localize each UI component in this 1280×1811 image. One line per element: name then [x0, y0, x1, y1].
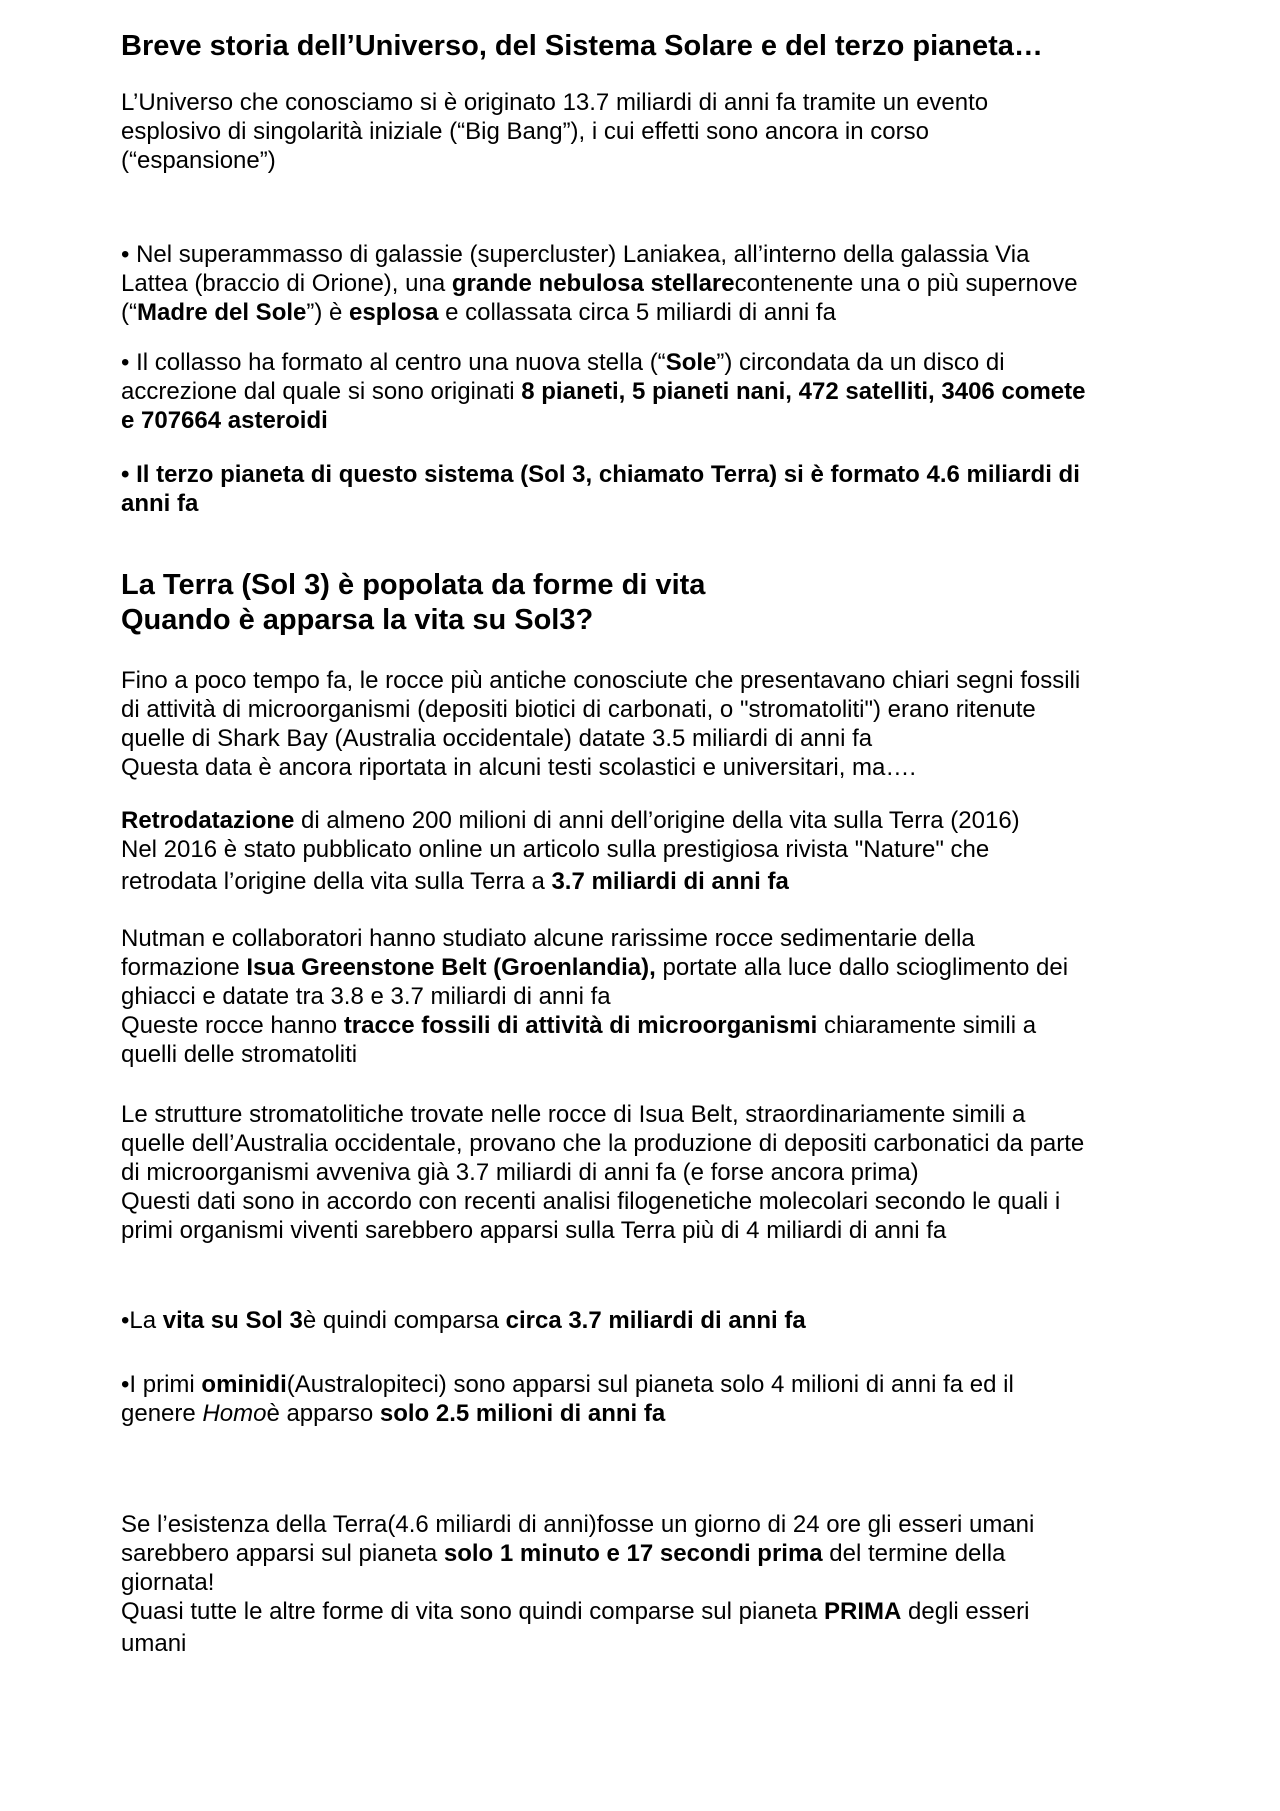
- intro-paragraph: L’Universo che conosciamo si è originato 13.7 miliardi di anni fa tramite un evento esplosivo di singolarità iniziale (“Big Bang”), i cui effetti sono ancora in corso (“espansione”): [121, 89, 989, 174]
- paragraph-shark-bay: Fino a poco tempo fa, le rocce più antiche conosciute che presentavano chiari segni fossili di attività di microorganismi (depositi biotici di carbonati, o "stromatoliti") erano ritenute quelle di Shark Bay (Australia occidentale) datate 3.5 miliardi di anni fa Questa data è ancora riportata in alcuni testi scolastici e universitari, ma….: [121, 667, 1081, 781]
- paragraph-24-ore: Se l’esistenza della Terra(4.6 miliardi di anni)fosse un giorno di 24 ore gli esseri umani sarebbero apparsi sul pianeta solo 1 minuto e 17 secondi prima del termine della giornata! Quasi tutte le altre forme di vita sono quindi comparse sul pianeta PRIMA degli esseri umani: [121, 1511, 1035, 1657]
- paragraph-isua: Nutman e collaboratori hanno studiato alcune rarissime rocce sedimentarie della formazione Isua Greenstone Belt (Groenlandia), portate alla luce dallo scioglimento dei ghiacci e datate tra 3.8 e 3.7 miliardi di anni fa Queste rocce hanno tracce fossili di attività di microorganismi chiaramente simili a quelli delle stromatoliti: [121, 925, 1069, 1068]
- paragraph-strutture: Le strutture stromatolitiche trovate nelle rocce di Isua Belt, straordinariamente simili a quelle dell’Australia occidentale, provano che la produzione di depositi carbonatici da parte di microorganismi avveniva già 3.7 miliardi di anni fa (e forse ancora prima) Questi dati sono in accordo con recenti analisi filogenetiche molecolari secondo le quali i primi organismi viventi sarebbero apparsi sulla Terra più di 4 miliardi di anni fa: [121, 1101, 1085, 1244]
- bullet-vita-sol3: •La vita su Sol 3è quindi comparsa circa 3.7 miliardi di anni fa: [121, 1307, 806, 1334]
- section-heading: La Terra (Sol 3) è popolata da forme di vita Quando è apparsa la vita su Sol3?: [121, 569, 706, 636]
- bullet-supercluster: • Nel superammasso di galassie (supercluster) Laniakea, all’interno della galassia Via Lattea (braccio di Orione), una grande nebulosa stellarecontenente una o più supernove (“Madre del Sole”) è esplosa e collassata circa 5 miliardi di anni fa: [121, 241, 1078, 326]
- bullet-terzo-pianeta: • Il terzo pianeta di questo sistema (Sol 3, chiamato Terra) si è formato 4.6 miliardi di anni fa: [121, 461, 1080, 517]
- page-title: Breve storia dell’Universo, del Sistema Solare e del terzo pianeta…: [121, 30, 1043, 62]
- paragraph-retrodatazione: Retrodatazione di almeno 200 milioni di anni dell’origine della vita sulla Terra (2016) Nel 2016 è stato pubblicato online un articolo sulla prestigiosa rivista "Nature" che retrodata l’origine della vita sulla Terra a 3.7 miliardi di anni fa: [121, 807, 1020, 895]
- bullet-collasso: • Il collasso ha formato al centro una nuova stella (“Sole”) circondata da un disco di accrezione dal quale si sono originati 8 pianeti, 5 pianeti nani, 472 satelliti, 3406 comete e 707664 asteroidi: [121, 349, 1086, 434]
- bullet-ominidi: •I primi ominidi(Australopiteci) sono apparsi sul pianeta solo 4 milioni di anni fa ed il genere Homoè apparso solo 2.5 milioni di anni fa: [121, 1371, 1014, 1427]
